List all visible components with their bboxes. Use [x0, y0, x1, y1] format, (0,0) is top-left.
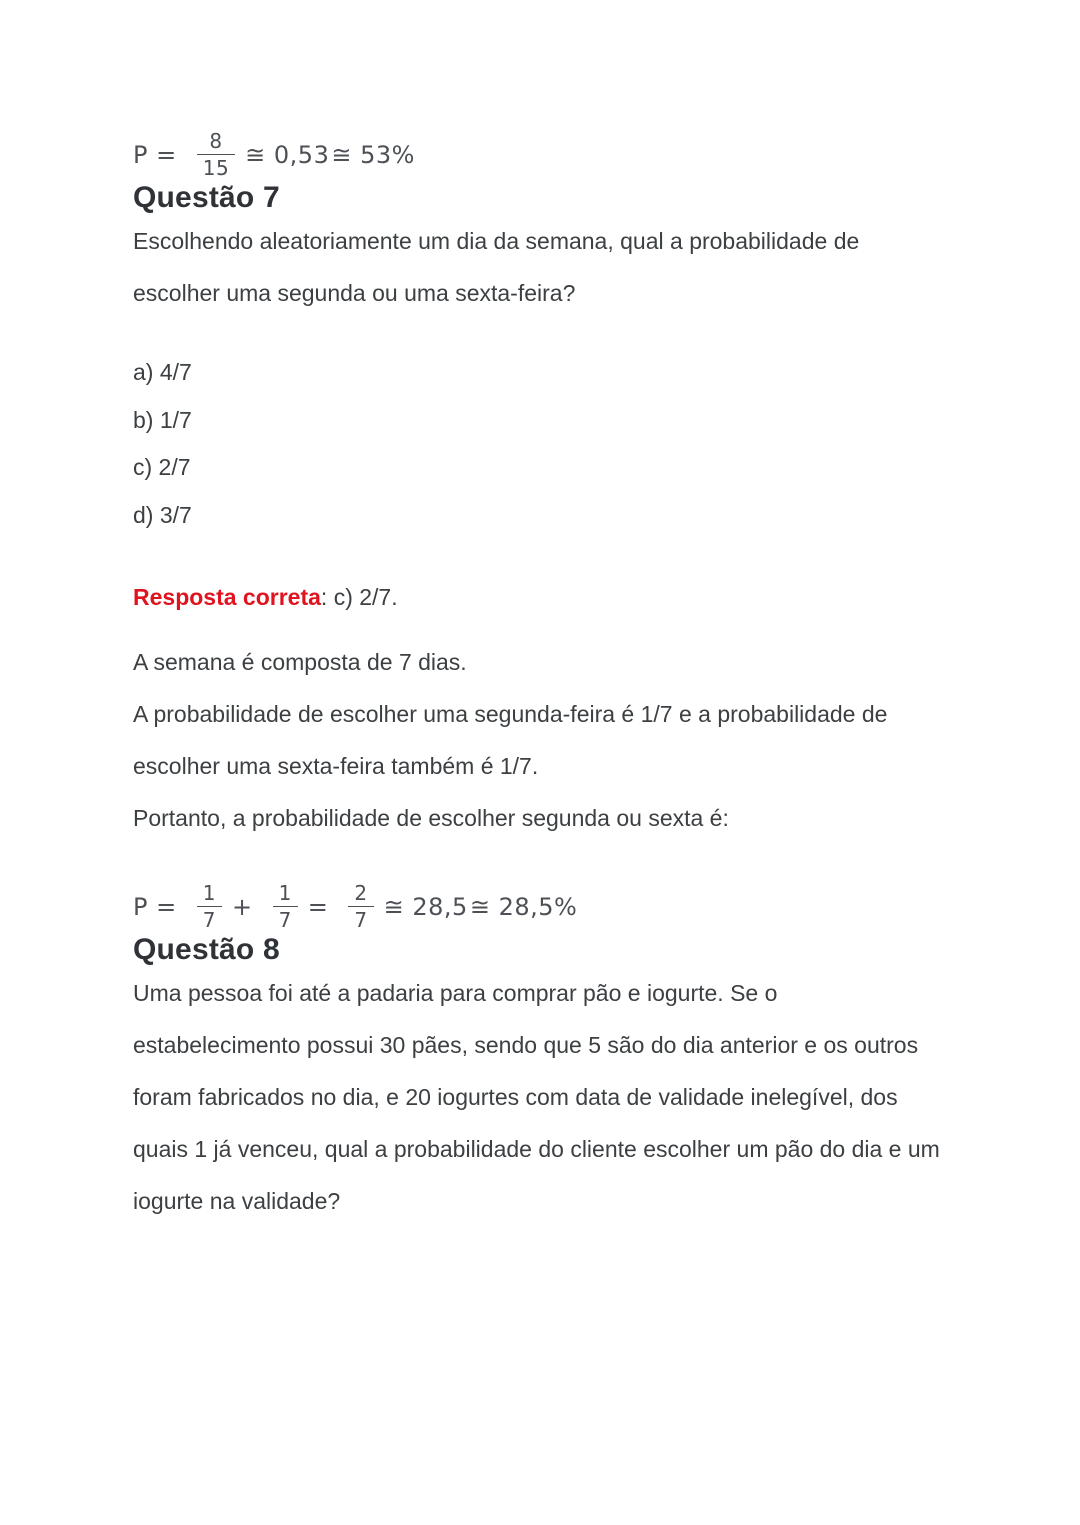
- formula-approx-percent: ≅ 28,5%: [469, 892, 578, 921]
- question8-prompt: Uma pessoa foi até a padaria para comprar pão e iogurte. Se o estabelecimento possui 30 pães, sendo que 5 são do dia anterior e os outros foram fabricados no dia, e 20 iogurtes com data de validade inelegível, dos quais 1 já venceu, qual a probabilidade do cliente escolher um pão do dia e um iogurte na validade?: [133, 980, 940, 1214]
- question7-prompt: Escolhendo aleatoriamente um dia da semana, qual a probabilidade de escolher uma segunda ou uma sexta-feira?: [133, 228, 860, 306]
- question8-title: Questão 8: [133, 933, 280, 966]
- fraction-1-7-second: [273, 880, 298, 933]
- fraction-numerator: 2: [354, 881, 368, 905]
- fraction-2-7: [348, 880, 373, 933]
- question7-explanation-2: A probabilidade de escolher uma segunda-feira é 1/7 e a probabilidade de escolher uma sexta-feira também é 1/7.: [133, 701, 888, 779]
- fraction-denominator: 7: [197, 906, 222, 933]
- fraction-denominator: 7: [348, 906, 373, 933]
- fraction-denominator: 15: [197, 154, 235, 181]
- fraction-numerator: 1: [278, 881, 292, 905]
- formula-lhs: P =: [133, 892, 177, 921]
- question7-explanation-1: A semana é composta de 7 dias.: [133, 649, 467, 675]
- fraction-numerator: 8: [209, 129, 223, 153]
- question7-explanation-3: Portanto, a probabilidade de escolher segunda ou sexta é:: [133, 805, 729, 831]
- option-d: d) 3/7: [133, 501, 192, 528]
- formula-probability-result: [133, 128, 940, 181]
- fraction-1-7-first: [197, 880, 222, 933]
- formula-question7-solution: [133, 880, 940, 933]
- question7-title: Questão 7: [133, 181, 280, 214]
- answer-correct-value: : c) 2/7.: [320, 584, 398, 610]
- formula-approx-percent: ≅ 53%: [331, 140, 415, 169]
- plus-operator: +: [231, 892, 253, 921]
- question7-options: [133, 349, 940, 539]
- formula-approx-decimal: ≅ 28,5: [383, 892, 468, 921]
- fraction-numerator: 1: [202, 881, 216, 905]
- formula-approx-decimal: ≅ 0,53: [245, 140, 330, 169]
- answer-correct-label: Resposta correta: [133, 584, 321, 610]
- fraction-8-15: [197, 128, 235, 181]
- fraction-denominator: 7: [273, 906, 298, 933]
- option-b: b) 1/7: [133, 406, 192, 433]
- equals-operator: =: [307, 892, 329, 921]
- formula-lhs: P =: [133, 140, 177, 169]
- option-a: a) 4/7: [133, 359, 192, 385]
- question7-answer-line: [133, 581, 940, 613]
- option-c: c) 2/7: [133, 454, 191, 480]
